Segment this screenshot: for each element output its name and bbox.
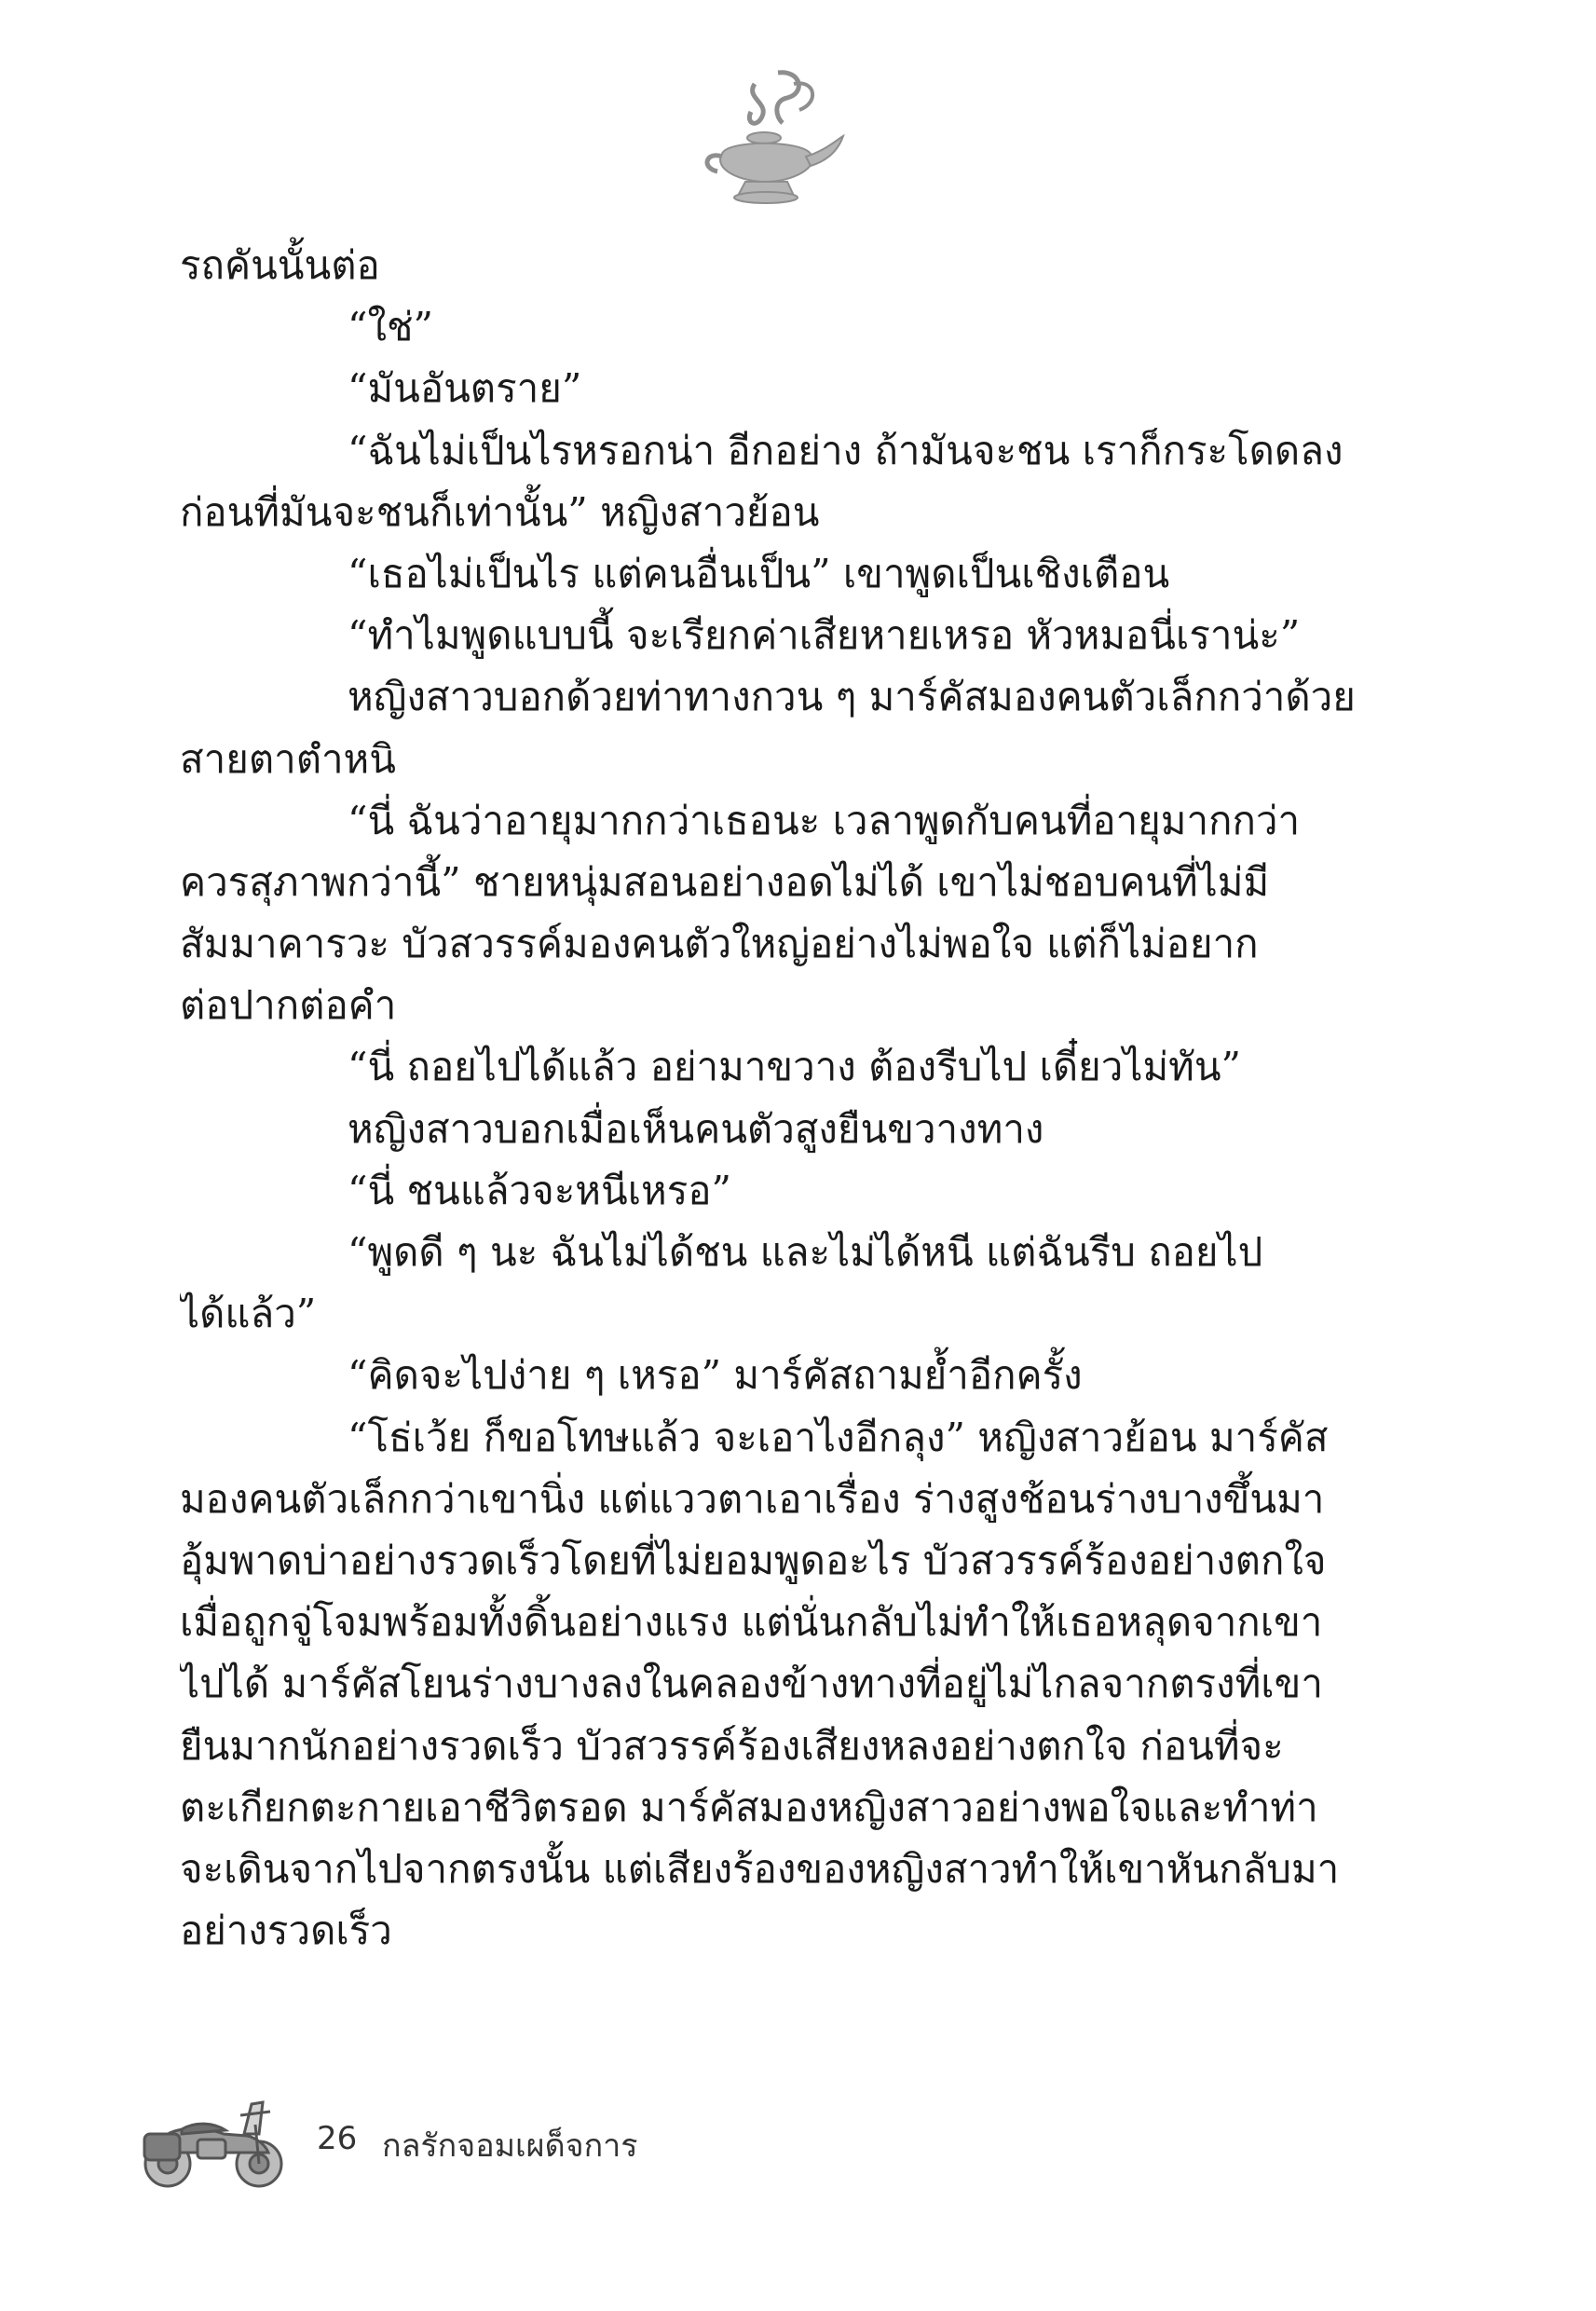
text-line: ได้แล้ว” (180, 1291, 317, 1337)
genie-lamp-icon (689, 65, 848, 214)
text-line: อย่างรวดเร็ว (180, 1908, 392, 1954)
text-line: “มันอันตราย” (348, 365, 582, 412)
text-line: ไปได้ มาร์คัสโยนร่างบางลงในคลองข้างทางที่อยู่ไม่ไกลจากตรงที่เขา (180, 1661, 1323, 1707)
text-line: เมื่อถูกจู่โจมพร้อมทั้งดิ้นอย่างแรง แต่นั่นกลับไม่ทำให้เธอหลุดจากเขา (180, 1599, 1323, 1646)
text-line: ก่อนที่มันจะชนก็เท่านั้น” หญิงสาวย้อน (180, 488, 820, 535)
page-footer (140, 2087, 792, 2208)
text-line: หญิงสาวบอกด้วยท่าทางกวน ๆ มาร์คัสมองคนตัวเล็กกว่าด้วย (348, 674, 1356, 720)
text-line: สายตาตำหนิ (180, 735, 396, 782)
text-line: มองคนตัวเล็กกว่าเขานิ่ง แต่แววตาเอาเรื่อง ร่างสูงช้อนร่างบางขึ้นมา (180, 1475, 1325, 1522)
text-line: ตะเกียกตะกายเอาชีวิตรอด มาร์คัสมองหญิงสาวอย่างพอใจและทำท่า (180, 1784, 1318, 1830)
text-line: อุ้มพาดบ่าอย่างรวดเร็วโดยที่ไม่ยอมพูดอะไร บัวสวรรค์ร้องอย่างตกใจ (180, 1537, 1327, 1583)
text-line: “ทำไมพูดแบบนี้ จะเรียกค่าเสียหายเหรอ หัวหมอนี่เราน่ะ” (348, 612, 1301, 659)
text-line: ต่อปากต่อคำ (180, 982, 397, 1029)
text-line: จะเดินจากไปจากตรงนั้น แต่เสียงร้องของหญิงสาวทำให้เขาหันกลับมา (180, 1845, 1340, 1892)
text-line: “นี่ ถอยไปได้แล้ว อย่ามาขวาง ต้องรีบไป เดี๋ยวไม่ทัน” (348, 1044, 1242, 1090)
text-line: “นี่ ฉันว่าอายุมากกว่าเธอนะ เวลาพูดกับคนที่อายุมากกว่า (348, 797, 1301, 843)
text-line: “พูดดี ๆ นะ ฉันไม่ได้ชน และไม่ได้หนี แต่ฉันรีบ ถอยไป (348, 1229, 1263, 1275)
text-line: “โธ่เว้ย ก็ขอโทษแล้ว จะเอาไงอีกลุง” หญิงสาวย้อน มาร์คัส (348, 1414, 1329, 1460)
text-line: ควรสุภาพกว่านี้” ชายหนุ่มสอนอย่างอดไม่ได้ เขาไม่ชอบคนที่ไม่มี (180, 858, 1270, 905)
motorcycle-icon (140, 2087, 289, 2199)
text-line: ยืนมากนักอย่างรวดเร็ว บัวสวรรค์ร้องเสียงหลงอย่างตกใจ ก่อนที่จะ (180, 1722, 1284, 1769)
text-line: “ใช่” (348, 304, 433, 350)
text-line: “นี่ ชนแล้วจะหนีเหรอ” (348, 1167, 732, 1213)
text-line: หญิงสาวบอกเมื่อเห็นคนตัวสูงยืนขวางทาง (348, 1105, 1044, 1152)
book-title: กลรักจอมเผด็จการ (382, 2127, 638, 2165)
text-line: สัมมาคารวะ บัวสวรรค์มองคนตัวใหญ่อย่างไม่พอใจ แต่ก็ไม่อยาก (180, 921, 1259, 967)
page-number: 26 (317, 2120, 358, 2157)
text-line: “ฉันไม่เป็นไรหรอกน่า อีกอย่าง ถ้ามันจะชน เราก็กระโดดลง (348, 427, 1344, 473)
text-line: “คิดจะไปง่าย ๆ เหรอ” มาร์คัสถามย้ำอีกครั้ง (348, 1352, 1083, 1399)
text-line: รถคันนั้นต่อ (180, 242, 380, 288)
body-text (180, 235, 1356, 1962)
text-line: “เธอไม่เป็นไร แต่คนอื่นเป็น” เขาพูดเป็นเชิงเตือน (348, 550, 1170, 596)
